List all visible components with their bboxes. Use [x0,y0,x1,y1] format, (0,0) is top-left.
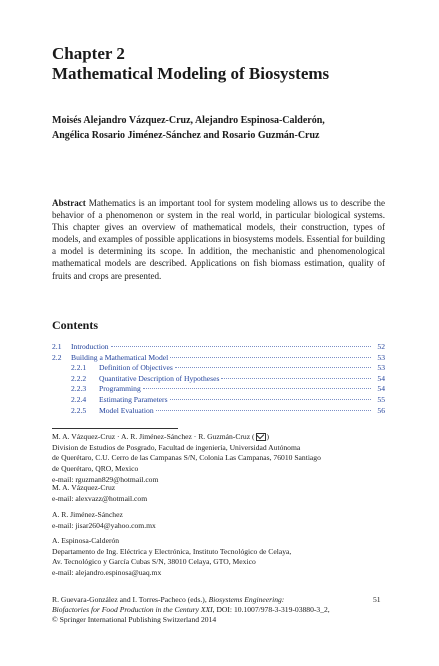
toc-title[interactable]: Model Evaluation [99,405,154,415]
toc-page[interactable]: 53 [377,363,385,373]
footnote-line: Departamento de Ing. Eléctrica y Electrónica, Instituto Tecnológico de Celaya, [52,546,292,556]
footnote-affiliation [52,432,392,486]
email-line: e-mail: alejandro.espinosa@uaq.mx [52,568,162,578]
toc-page[interactable]: 54 [377,373,385,383]
author-list [52,113,392,143]
toc-leader [156,410,371,411]
toc-leader [143,388,371,389]
footer-book-title: Biosystems Engineering: [208,595,285,604]
footnote-line [52,432,392,443]
citation-footer [52,595,386,626]
toc-page[interactable]: 52 [377,342,385,351]
footnote-line: de Querétaro, C.U. Cerro de las Campanas S/N, Colonia Las Campanas, 76010 Santiago [52,453,321,463]
toc-page[interactable]: 53 [377,352,385,362]
footnote-affiliation [52,510,392,531]
author-names-close: ) [266,432,270,441]
footer-doi: , DOI: 10.1007/978-3-319-03880-3_2, [212,605,330,615]
toc-entry[interactable] [52,353,385,364]
footnote-rule [52,428,178,429]
footnote-line: Division de Estudios de Posgrado, Facultad de ingeniería, Universidad Autónoma [52,442,301,452]
toc-entry[interactable] [52,363,385,374]
toc-entry[interactable] [52,374,385,385]
toc-page[interactable]: 55 [377,394,385,404]
footer-editors: R. Guevara-González and I. Torres-Pacheco (eds.), [52,595,209,604]
toc-number: 2.1 [52,342,62,351]
footnote-line: de Querétaro, QRO, Mexico [52,464,139,474]
abstract-label: Abstract [52,198,86,208]
toc-title[interactable]: Definition of Objectives [99,363,173,373]
toc-leader [111,346,371,347]
abstract-text: Mathematics is an important tool for system modeling allows us to describe the behavior of a phenomenon or system in the real world, in particular biological systems. This chapter gives an overview of mathematical models, their construction, types of models, and examples of possible applications in biosystems models. Essential for building a model is determining its scope. In addition, the mechanistic and phenomenological mathematical models are described. Applications on fish biomass estimation, quality of fruits and crops are presented. [52,198,385,281]
email-line: e-mail: rguzman829@hotmail.com [52,474,159,484]
toc-number: 2.2.4 [71,394,87,404]
toc-number: 2.2.3 [71,384,87,394]
footnote-affiliation [52,483,392,504]
toc-title[interactable]: Estimating Parameters [99,394,168,404]
toc-number: 2.2.2 [71,373,87,383]
author-line: Angélica Rosario Jiménez-Sánchez and Rosario Guzmán-Cruz [52,130,320,141]
footnote-line: M. A. Vázquez-Cruz [52,483,116,492]
toc-title[interactable]: Building a Mathematical Model [71,352,169,362]
toc-page[interactable]: 54 [377,384,385,394]
toc-title[interactable]: Programming [99,384,141,394]
author-names: M. A. Vázquez-Cruz · A. R. Jiménez-Sánchez · R. Guzmán-Cruz ( [52,432,255,441]
contents-heading: Contents [52,318,99,332]
toc-entry[interactable] [52,384,385,395]
toc-title[interactable]: Introduction [71,342,109,351]
author-line: Moisés Alejandro Vázquez-Cruz, Alejandro Espinosa-Calderón, [52,115,325,126]
toc-entry[interactable] [52,342,385,353]
footer-book-title: Biofactories for Food Production in the Century XXI [52,605,213,615]
chapter-title: Mathematical Modeling of Biosystems [52,64,330,83]
toc-leader [221,378,371,379]
toc-title[interactable]: Quantitative Description of Hypotheses [99,373,220,383]
table-of-contents [52,342,385,416]
toc-entry[interactable] [52,395,385,406]
chapter-label: Chapter 2 [52,44,125,63]
email-line: e-mail: alexvazz@hotmail.com [52,493,148,503]
toc-entry[interactable] [52,406,385,417]
mail-icon[interactable] [256,433,266,441]
toc-number: 2.2.1 [71,363,87,373]
footnote-line: A. R. Jiménez-Sánchez [52,510,123,519]
toc-leader [170,399,371,400]
footnote-line: Av. Tecnológico y García Cubas S/N, 38010 Celaya, GTO, Mexico [52,557,256,567]
footnote-affiliation [52,536,392,579]
footer-line [52,595,386,605]
toc-number: 2.2 [52,352,62,362]
abstract [52,197,385,282]
footer-copyright: © Springer International Publishing Switzerland 2014 [52,615,217,625]
toc-leader [170,357,371,358]
footnote-line: A. Espinosa-Calderón [52,536,120,545]
toc-number: 2.2.5 [71,405,87,415]
toc-page[interactable]: 56 [377,405,385,415]
page-number: 51 [373,595,381,604]
footer-line [52,605,386,615]
toc-leader [175,367,371,368]
email-line: e-mail: jisar2604@yahoo.com.mx [52,520,156,530]
